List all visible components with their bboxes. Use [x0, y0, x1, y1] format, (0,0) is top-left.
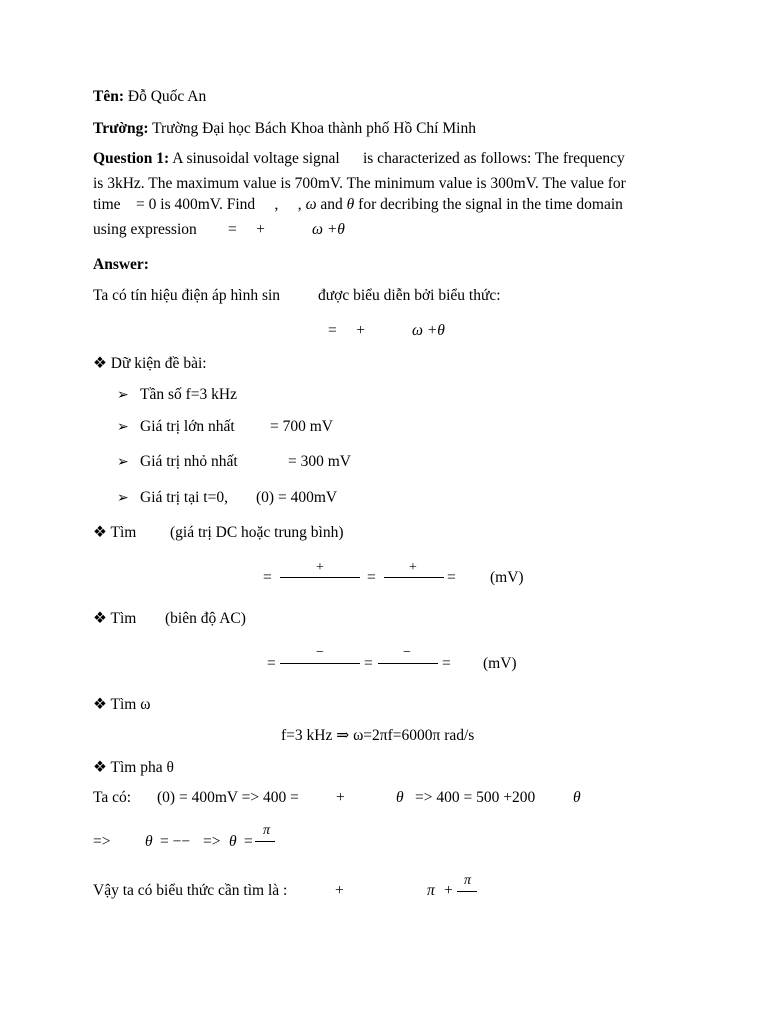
given-item — [117, 419, 129, 435]
school-label: Trường: — [93, 120, 149, 137]
name-value: Đỗ Quốc An — [127, 88, 207, 105]
ac-title-b: (biên độ AC) — [165, 610, 246, 627]
given-item-3-b: = 300 mV — [288, 453, 351, 470]
ac-unit: (mV) — [483, 655, 517, 672]
conclusion-plus: + — [335, 882, 344, 899]
ac-title-a: Tìm — [110, 610, 137, 627]
dc-fraction-bar-1 — [280, 577, 360, 578]
question-line-4 — [93, 222, 197, 238]
dc-section — [93, 525, 136, 541]
answer-expression-eq: = + — [328, 322, 365, 339]
and-text: and — [320, 196, 343, 213]
given-title: Dữ kiện đề bài: — [110, 355, 207, 372]
diamond-bullet-icon: ❖ — [93, 610, 107, 627]
conclusion-pi-1: π — [427, 882, 435, 899]
answer-intro — [93, 288, 280, 304]
given-item-3-a: Giá trị nhỏ nhất — [140, 453, 238, 470]
question-label: Question 1: — [93, 150, 170, 167]
arrow-bullet-icon: ➢ — [117, 455, 129, 470]
arrow-bullet-icon: ➢ — [117, 388, 129, 403]
school-line — [93, 121, 476, 137]
conclusion-fraction-bar — [457, 891, 477, 892]
phase-result-theta: θ — [145, 833, 153, 850]
dc-fraction-bar-2 — [384, 577, 444, 578]
question-text-4a: using expression — [93, 221, 197, 238]
ac-fraction-bar-2 — [378, 663, 438, 664]
phase-result-theta-2: θ — [229, 833, 237, 850]
dc-numerator-2: + — [409, 560, 417, 575]
given-item-1-a: Tần số f=3 kHz — [140, 386, 237, 403]
question-text-2: is 3kHz. The maximum value is 700mV. The minimum value is 300mV. The value for — [93, 175, 626, 192]
school-value: Trường Đại học Bách Khoa thành phố Hồ Chí Minh — [152, 120, 476, 137]
name-line — [93, 89, 206, 105]
given-item — [117, 490, 129, 506]
given-item-2-b: = 700 mV — [270, 418, 333, 435]
diamond-bullet-icon: ❖ — [93, 524, 107, 541]
given-item-2-a: Giá trị lớn nhất — [140, 418, 235, 435]
conclusion-pi-2: π — [464, 873, 472, 888]
ac-eq-2: = — [364, 655, 373, 672]
given-section — [93, 356, 207, 372]
dc-eq-2: = — [367, 569, 376, 586]
answer-intro-a: Ta có tín hiệu điện áp hình sin — [93, 287, 281, 304]
phase-result-arrow: => — [93, 833, 111, 850]
ac-eq-3: = — [442, 655, 451, 672]
question-text-3a: time = 0 is 400mV. Find , , — [93, 196, 302, 213]
question-line-2 — [93, 176, 675, 192]
phase-result-pi: π — [263, 823, 271, 838]
phase-section — [93, 760, 174, 776]
question-line-1 — [93, 151, 625, 167]
dc-unit: (mV) — [490, 569, 524, 586]
arrow-bullet-icon: ➢ — [117, 420, 129, 435]
dc-eq-3: = — [447, 569, 456, 586]
given-item-4-b: (0) = 400mV — [256, 489, 338, 506]
diamond-bullet-icon: ❖ — [93, 759, 107, 776]
arrow-bullet-icon: ➢ — [117, 491, 129, 506]
question-text-3b: for decribing the signal in the time domain — [358, 196, 623, 213]
phase-result-eq: = — [244, 833, 253, 850]
ac-section — [93, 611, 136, 627]
omega-formula: f=3 kHz ⇒ ω=2πf=6000π rad/s — [281, 727, 475, 744]
question-expression-tail: ω +θ — [312, 221, 345, 238]
theta-symbol: θ — [346, 196, 355, 213]
question-text-1: A sinusoidal voltage signal is characterized as follows: The frequency — [172, 150, 625, 167]
phase-title: Tìm pha θ — [110, 759, 174, 776]
ac-fraction-bar-1 — [280, 663, 360, 664]
ac-eq-1: = — [267, 655, 276, 672]
dc-title-b: (giá trị DC hoặc trung bình) — [170, 524, 344, 541]
phase-line-b: (0) = 400mV => 400 = — [157, 789, 299, 806]
answer-expression-tail: ω +θ — [412, 322, 445, 339]
diamond-bullet-icon: ❖ — [93, 355, 107, 372]
phase-result-arrow-2: => — [203, 833, 221, 850]
dc-title-a: Tìm — [110, 524, 137, 541]
omega-symbol: ω — [305, 196, 317, 213]
name-label: Tên: — [93, 88, 124, 105]
phase-line-plus: + — [336, 789, 345, 806]
omega-title: Tìm ω — [110, 696, 151, 713]
ac-numerator-1: − — [316, 645, 324, 660]
ac-numerator-2: − — [403, 645, 411, 660]
dc-eq-1: = — [263, 569, 272, 586]
question-expression-eq: = + — [228, 221, 265, 238]
given-item-4-a: Giá trị tại t=0, — [140, 489, 228, 506]
diamond-bullet-icon: ❖ — [93, 696, 107, 713]
phase-theta-1: θ — [396, 789, 404, 806]
given-item — [117, 387, 129, 403]
phase-line-c: => 400 = 500 +200 — [415, 789, 536, 806]
dc-numerator-1: + — [316, 560, 324, 575]
phase-result-fraction-bar — [255, 841, 275, 842]
phase-line-a: Ta có: — [93, 789, 132, 806]
conclusion-plus-2: + — [444, 882, 453, 899]
conclusion-text: Vậy ta có biểu thức cần tìm là : — [93, 882, 288, 899]
phase-theta-2: θ — [573, 789, 581, 806]
omega-section — [93, 697, 150, 713]
answer-label: Answer: — [93, 256, 149, 273]
question-line-3 — [93, 197, 623, 213]
answer-intro-b: được biểu diễn bởi biểu thức: — [318, 287, 501, 304]
given-item — [117, 454, 129, 470]
phase-result-mid: = −− — [160, 833, 191, 850]
answer-heading — [93, 257, 149, 273]
